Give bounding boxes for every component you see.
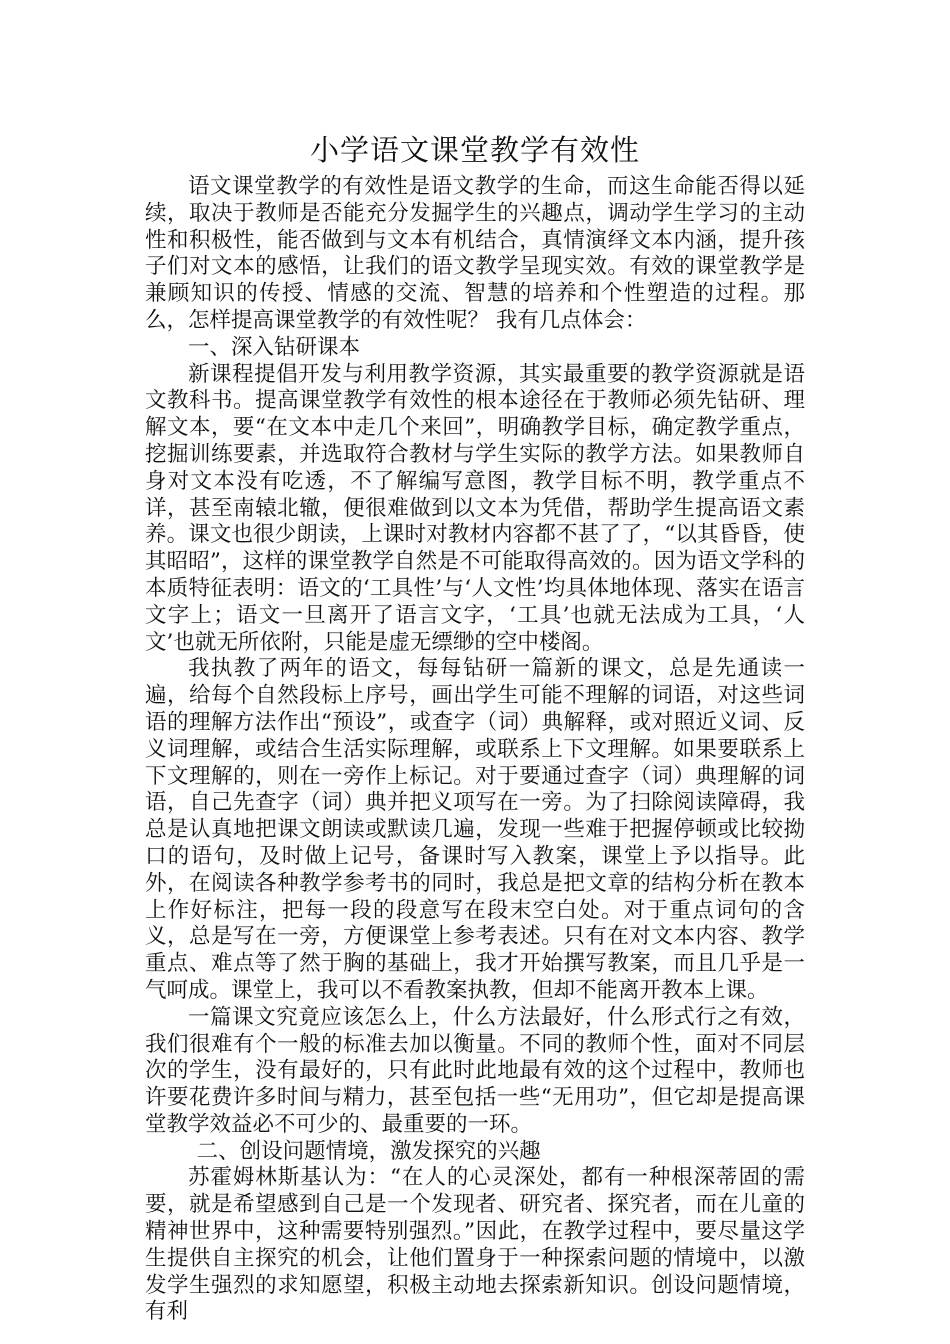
section-heading-2: 二、创设问题情境，激发探究的兴趣 [196, 1138, 541, 1164]
paragraph-method-reflection: 一篇课文究竟应该怎么上，什么方法最好，什么形式行之有效，我们很难有个一般的标准去加以衡量。不同的教师个性，面对不同层次的学生，没有最好的，只有此时此地最有效的这个过程中，教师也许要花费许多时间与精力，甚至包括一些“无用功”，但它却是提高课堂教学效益必不可少的、最重要的一环。 [145, 1004, 805, 1137]
paragraph-intro: 语文课堂教学的有效性是语文教学的生命，而这生命能否得以延续，取决于教师是否能充分发掘学生的兴趣点，调动学生学习的主动性和积极性，能否做到与文本有机结合，真情演绎文本内涵，提升孩子们对文本的感悟，让我们的语文教学呈现实效。有效的课堂教学是兼顾知识的传授、情感的交流、智慧的培养和个性塑造的过程。那么，怎样提高课堂教学的有效性呢？ 我有几点体会： [145, 174, 805, 333]
paragraph-textbook-resource: 新课程提倡开发与利用教学资源，其实最重要的教学资源就是语文教科书。提高课堂教学有效性的根本途径在于教师必须先钻研、理解文本，要“在文本中走几个来回”，明确教学目标，确定教学重点，挖掘训练要素，并选取符合教材与学生实际的教学方法。如果教师自身对文本没有吃透，不了解编写意图，教学目标不明，教学重点不详，甚至南辕北辙，便很难做到以文本为凭借，帮助学生提高语文素养。课文也很少朗读，上课时对教材内容都不甚了了，“以其昏昏，使其昭昭”，这样的课堂教学自然是不可能取得高效的。因为语文学科的本质特征表明：语文的‘工具性’与‘人文性’均具体地体现、落实在语言文字上；语文一旦离开了语言文字，‘工具’也就无法成为工具，‘人文’也就无所依附，只能是虚无缥缈的空中楼阁。 [145, 361, 805, 655]
section-heading-1: 一、深入钻研课本 [188, 334, 361, 360]
paragraph-problem-situation: 苏霍姆林斯基认为：“在人的心灵深处，都有一种根深蒂固的需要，就是希望感到自己是一个发现者、研究者、探究者，而在儿童的精神世界中，这种需要特别强烈。”因此，在教学过程中，要尽量这学生提供自主探究的机会，让他们置身于一种探索问题的情境中，以激发学生强烈的求知愿望，积极主动地去探索新知识。创设问题情境，有利 [145, 1165, 805, 1325]
paragraph-personal-practice: 我执教了两年的语文，每每钻研一篇新的课文，总是先通读一遍，给每个自然段标上序号，画出学生可能不理解的词语，对这些词语的理解方法作出“预设”，或查字（词）典解释，或对照近义词、反义词理解，或结合生活实际理解，或联系上下文理解。如果要联系上下文理解的，则在一旁作上标记。对于要通过查字（词）典理解的词语，自己先查字（词）典并把义项写在一旁。为了扫除阅读障碍，我总是认真地把课文朗读或默读几遍，发现一些难于把握停顿或比较拗口的语句，及时做上记号，备课时写入教案，课堂上予以指导。此外，在阅读各种教学参考书的同时，我总是把文章的结构分析在教本上作好标注，把每一段的段意写在段末空白处。对于重点词句的含义，总是写在一旁，方便课堂上参考表述。只有在对文本内容、教学重点、难点等了然于胸的基础上，我才开始撰写教案，而且几乎是一气呵成。课堂上，我可以不看教案执教，但却不能离开教本上课。 [145, 656, 805, 1003]
document-title: 小学语文课堂教学有效性 [309, 133, 640, 167]
document-page [145, 128, 805, 1326]
